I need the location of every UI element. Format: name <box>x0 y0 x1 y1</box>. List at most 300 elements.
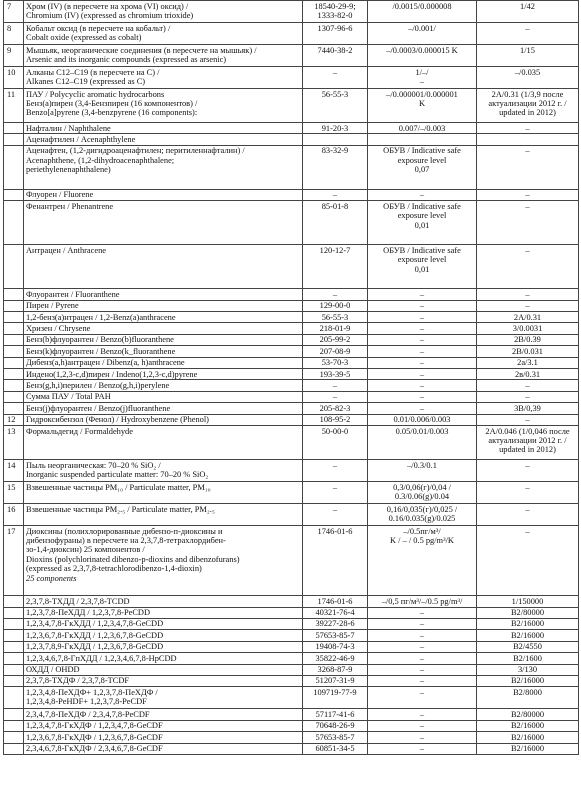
concentration-limits-cell <box>368 23 477 45</box>
concentration-limits-line: – <box>419 642 425 652</box>
hazard-class-cell <box>477 334 579 345</box>
hazard-class-line: B2/1600 <box>513 653 542 663</box>
hazard-class-cell <box>477 687 579 709</box>
cas-number-cell <box>303 403 368 414</box>
concentration-limits-cell <box>368 89 477 123</box>
cas-number-line: 39227-28-6 <box>315 619 355 629</box>
substance-name-line: Аценафтилен / Acenaphthylene <box>26 134 136 144</box>
substance-name-cell <box>24 391 303 402</box>
hazard-class-line: 1/150000 <box>511 596 544 606</box>
concentration-limits-line: – <box>419 665 425 675</box>
cas-number-cell <box>303 89 368 123</box>
concentration-limits-line: – <box>419 323 425 333</box>
concentration-limits-line: – <box>419 653 425 663</box>
cas-number-cell <box>303 369 368 380</box>
row-number-cell <box>4 709 24 720</box>
cas-number-line: 218-01-9 <box>319 323 351 333</box>
hazard-class-line: B2/16000 <box>510 744 545 754</box>
substance-name-cell <box>24 312 303 323</box>
pollutant-table <box>3 0 579 755</box>
substance-name-line: Пирен / Pyrene <box>26 301 79 311</box>
row-number-cell <box>4 403 24 414</box>
substance-name-line: Флуорантен / Fluoranthene <box>26 289 120 299</box>
substance-name-cell <box>24 596 303 607</box>
hazard-class-cell <box>477 743 579 754</box>
concentration-limits-line: – <box>419 76 425 86</box>
cas-number-cell <box>303 380 368 391</box>
substance-name-line: Флуорен / Fluorene <box>26 190 94 200</box>
hazard-class-line: 1/42 <box>520 1 535 11</box>
hazard-class-line: B2/4550 <box>513 642 542 652</box>
table-row <box>4 67 579 89</box>
substance-name-line: Дибенз(a,h)антрацен / Dibenz(a, h)anthracene <box>26 358 185 368</box>
substance-name-line: Фенантрен / Phenantrene <box>26 201 114 211</box>
cas-number-cell <box>303 607 368 618</box>
hazard-class-line: – <box>525 190 530 200</box>
cas-number-line: 120-12-7 <box>319 245 351 255</box>
hazard-class-cell <box>477 357 579 368</box>
row-number-cell <box>4 630 24 641</box>
hazard-class-line: 2A/0.046 (1/0,046 после <box>485 426 570 436</box>
table-row <box>4 312 579 323</box>
substance-name-cell <box>24 145 303 189</box>
cas-number-cell <box>303 357 368 368</box>
concentration-limits-cell <box>368 312 477 323</box>
table-row <box>4 123 579 134</box>
substance-name-cell <box>24 123 303 134</box>
substance-name-line: (expressed as 2,3,7,8-tetrachlorodibenzo-1,4-dioxin) <box>26 564 202 574</box>
concentration-limits-line: – <box>419 744 425 754</box>
substance-name-cell <box>24 346 303 357</box>
concentration-limits-line: 0,16/0,035(г)/0,025 / <box>386 504 458 514</box>
hazard-class-line: B2/16000 <box>510 732 545 742</box>
hazard-class-line: – <box>525 526 530 536</box>
hazard-class-line: B2/80000 <box>510 608 545 617</box>
table-row <box>4 369 579 380</box>
hazard-class-line: – <box>525 460 530 470</box>
concentration-limits-cell <box>368 504 477 526</box>
row-number-cell: 9 <box>4 45 24 67</box>
cas-number-cell <box>303 346 368 357</box>
cas-number-line: 1333-82-0 <box>317 10 353 20</box>
hazard-class-line: – <box>525 289 530 299</box>
hazard-class-line: 2a/3.1 <box>517 358 538 368</box>
hazard-class-cell <box>477 460 579 482</box>
concentration-limits-line: – <box>419 721 425 731</box>
concentration-limits-cell <box>368 134 477 145</box>
substance-name-line: 2,3,4,7,8-ПеХДФ / 2,3,4,7,8-PeCDF <box>26 709 150 719</box>
cas-number-cell <box>303 743 368 754</box>
concentration-limits-line: exposure level <box>397 155 447 165</box>
row-number-cell: 16 <box>4 504 24 526</box>
table-row <box>4 300 579 311</box>
concentration-limits-cell <box>368 45 477 67</box>
concentration-limits-cell <box>368 323 477 334</box>
row-number-cell <box>4 312 24 323</box>
substance-name-line: Arsenic and its inorganic compounds (expressed as arsenic) <box>26 54 227 64</box>
table-row <box>4 323 579 334</box>
row-number-cell <box>4 323 24 334</box>
concentration-limits-line: ОБУВ / Indicative safe <box>383 245 461 255</box>
substance-name-cell <box>24 369 303 380</box>
substance-name-line: Dioxins (polychlorinated dibenzo-p-dioxins and dibenzofurans) <box>26 554 240 564</box>
cas-number-cell <box>303 460 368 482</box>
concentration-limits-line: 0,01 <box>414 264 430 274</box>
substance-name-line: ПАУ / Polycyclic aromatic hydrocarbons <box>26 89 165 99</box>
substance-name-line: 1,2,3,4,6,7,8-ГпХДД / 1,2,3,4,6,7,8-HpCDD <box>26 653 177 663</box>
concentration-limits-line: –/0.000001/0.000001 <box>386 89 458 99</box>
row-number-cell <box>4 687 24 709</box>
concentration-limits-line: – <box>419 676 425 686</box>
hazard-class-cell <box>477 89 579 123</box>
table-row <box>4 189 579 200</box>
cas-number-line: – <box>332 504 338 514</box>
hazard-class-line: – <box>525 482 530 492</box>
hazard-class-line: – <box>525 201 530 211</box>
row-number-cell: 10 <box>4 67 24 89</box>
substance-name-cell <box>24 334 303 345</box>
row-number-cell <box>4 346 24 357</box>
concentration-limits-line: exposure level <box>397 211 447 221</box>
substance-name-line: Взвешенные частицы PM₂.₅ / Particulate matter, PM₂.₅ <box>26 504 215 514</box>
cas-number-line: 193-39-5 <box>319 369 351 379</box>
table-row <box>4 403 579 414</box>
table-row <box>4 145 579 189</box>
hazard-class-line: 2A/0.31 (1/3,9 после <box>491 89 564 99</box>
cas-number-cell <box>303 201 368 245</box>
hazard-class-cell <box>477 323 579 334</box>
table-row <box>4 426 579 460</box>
substance-name-line: Гидроксибензол (Фенол) / Hydroxybenzene (Phenol) <box>26 415 209 425</box>
table-row <box>4 526 579 596</box>
hazard-class-line: updated in 2012) <box>499 445 556 455</box>
concentration-limits-line: – <box>419 380 425 390</box>
cas-number-cell <box>303 618 368 629</box>
substance-name-cell <box>24 323 303 334</box>
table-row <box>4 618 579 629</box>
row-number-cell: 17 <box>4 526 24 596</box>
concentration-limits-cell <box>368 460 477 482</box>
concentration-limits-cell <box>368 414 477 425</box>
substance-name-cell <box>24 357 303 368</box>
concentration-limits-line: 0.16/0.035(g)/0.025 <box>388 514 456 523</box>
substance-name-line: Бенз(j)флуорантен / Benzo(j)fluoranthene <box>26 403 171 413</box>
table-row <box>4 460 579 482</box>
substance-name-cell <box>24 641 303 652</box>
table-row <box>4 414 579 425</box>
cas-number-line: 56-55-3 <box>321 89 349 99</box>
cas-number-cell <box>303 123 368 134</box>
cas-number-line: 19408-74-3 <box>315 642 355 652</box>
hazard-class-cell <box>477 414 579 425</box>
row-number-cell <box>4 334 24 345</box>
substance-name-line: Хром (IV) (в пересчете на хрома (VI) оксид) / <box>26 1 189 11</box>
substance-name-cell <box>24 720 303 731</box>
hazard-class-line: B2/16000 <box>510 630 545 640</box>
substance-name-cell <box>24 189 303 200</box>
concentration-limits-cell <box>368 391 477 402</box>
concentration-limits-cell <box>368 403 477 414</box>
substance-name-cell <box>24 732 303 743</box>
hazard-class-line: 2в/0.31 <box>514 369 541 379</box>
substance-name-cell <box>24 1 303 23</box>
cas-number-line: 91-20-3 <box>321 123 349 133</box>
concentration-limits-cell <box>368 357 477 368</box>
row-number-cell <box>4 391 24 402</box>
substance-name-line: periethylenenaphthalene) <box>26 165 111 175</box>
hazard-class-cell <box>477 504 579 526</box>
row-number-cell <box>4 664 24 675</box>
concentration-limits-cell <box>368 189 477 200</box>
table-row <box>4 89 579 123</box>
concentration-limits-line: – <box>419 732 425 742</box>
hazard-class-cell <box>477 189 579 200</box>
cas-number-cell <box>303 289 368 300</box>
hazard-class-line: B2/80000 <box>510 709 545 719</box>
cas-number-line: 57653-85-7 <box>315 630 355 640</box>
row-number-cell: 15 <box>4 482 24 504</box>
concentration-limits-line: – <box>419 403 425 413</box>
substance-name-line: 2,3,4,6,7,8-ГкХДФ / 2,3,4,6,7,8-GeCDF <box>26 744 163 754</box>
substance-name-cell <box>24 526 303 596</box>
table-row <box>4 380 579 391</box>
hazard-class-line: –/0.035 <box>514 67 541 77</box>
substance-name-line: Alkanes C12–C19 (expressed as C) <box>26 76 146 86</box>
cas-number-line: – <box>332 67 338 77</box>
substance-name-line: 2,3,7,8-ТХДД / 2,3,7,8-TCDD <box>26 596 130 606</box>
cas-number-line: 35822-46-9 <box>315 653 355 663</box>
cas-number-line: – <box>332 380 338 390</box>
substance-name-cell <box>24 23 303 45</box>
substance-name-line: Взвешенные частицы PM₁₀ / Particulate matter, PM₁₀ <box>26 482 211 492</box>
substance-name-line: 1,2,3,4,7,8-ГкХДФ / 1,2,3,4,7,8-GeCDF <box>26 721 163 731</box>
hazard-class-cell <box>477 675 579 686</box>
substance-name-line: Бенз(k)флуорантен / Benzo(k_fluoranthene <box>26 346 176 356</box>
row-number-cell <box>4 641 24 652</box>
cas-number-cell <box>303 641 368 652</box>
table-row <box>4 357 579 368</box>
hazard-class-cell <box>477 482 579 504</box>
concentration-limits-line: /0.0015/0.000008 <box>392 1 452 11</box>
concentration-limits-cell <box>368 675 477 686</box>
concentration-limits-line: – <box>419 608 425 617</box>
table-row <box>4 653 579 664</box>
concentration-limits-line: 0.007/–/0.003 <box>398 123 446 133</box>
concentration-limits-cell <box>368 300 477 311</box>
hazard-class-line: – <box>525 23 530 33</box>
row-number-cell: 8 <box>4 23 24 45</box>
substance-name-line: Хризен / Chrysene <box>26 323 91 333</box>
concentration-limits-line: – <box>419 687 425 697</box>
substance-name-cell <box>24 709 303 720</box>
cas-number-line: 57653-85-7 <box>315 732 355 742</box>
substance-name-line: Бенз(а)пирен (3,4-Бензпирен (16 компонентов) / <box>26 98 198 108</box>
concentration-limits-cell <box>368 380 477 391</box>
cas-number-line: 1746-01-6 <box>317 526 353 536</box>
concentration-limits-cell <box>368 607 477 618</box>
substance-name-cell <box>24 504 303 526</box>
substance-name-cell <box>24 687 303 709</box>
cas-number-cell <box>303 145 368 189</box>
substance-name-cell <box>24 460 303 482</box>
concentration-limits-line: –/0,5 пг/м³/–/0.5 pg/m³/ <box>381 596 463 606</box>
row-number-cell: 11 <box>4 89 24 123</box>
cas-number-line: 40321-76-4 <box>315 608 355 617</box>
hazard-class-line: 3/130 <box>517 665 538 675</box>
row-number-cell <box>4 245 24 289</box>
concentration-limits-cell <box>368 653 477 664</box>
concentration-limits-line: – <box>419 190 425 200</box>
concentration-limits-cell <box>368 245 477 289</box>
hazard-class-cell <box>477 641 579 652</box>
substance-name-line: Inorganic suspended particulate matter: 70–20 % SiO₂ <box>26 470 209 479</box>
substance-name-cell <box>24 664 303 675</box>
substance-name-cell <box>24 403 303 414</box>
hazard-class-line: 2B/0.39 <box>514 335 541 345</box>
cas-number-line: – <box>332 460 338 470</box>
cas-number-cell <box>303 23 368 45</box>
concentration-limits-cell <box>368 201 477 245</box>
table-row <box>4 709 579 720</box>
hazard-class-line: – <box>525 146 530 156</box>
table-row <box>4 482 579 504</box>
concentration-limits-line: 0,3/0,06(г)/0,04 / <box>393 482 451 492</box>
cas-number-line: 70648-26-9 <box>315 721 355 731</box>
concentration-limits-line: 0.3/0.06(g)/0.04 <box>394 492 450 501</box>
substance-name-cell <box>24 630 303 641</box>
cas-number-cell <box>303 312 368 323</box>
concentration-limits-line: 0,01 <box>414 220 430 230</box>
substance-name-line: Бенз(g,h,i)перилен / Benzo(g,h,i)perylene <box>26 380 170 390</box>
cas-number-cell <box>303 391 368 402</box>
cas-number-line: – <box>332 289 338 299</box>
concentration-limits-line: – <box>419 346 425 356</box>
table-row <box>4 45 579 67</box>
row-number-cell <box>4 300 24 311</box>
row-number-cell <box>4 123 24 134</box>
concentration-limits-line: – <box>419 392 425 402</box>
concentration-limits-cell <box>368 709 477 720</box>
pollutant-table-body <box>4 1 579 755</box>
hazard-class-line: 1/15 <box>520 45 535 55</box>
hazard-class-cell <box>477 1 579 23</box>
table-row <box>4 641 579 652</box>
substance-name-line: 1,2,3,4,8-PeHDF+ 1,2,3,7,8-PeCDF <box>26 697 147 707</box>
concentration-limits-cell <box>368 67 477 89</box>
cas-number-line: 3268-87-9 <box>317 665 353 675</box>
cas-number-line: 60851-34-5 <box>315 744 355 754</box>
table-row <box>4 134 579 145</box>
concentration-limits-line: K <box>418 98 426 108</box>
row-number-cell <box>4 743 24 754</box>
hazard-class-cell <box>477 369 579 380</box>
hazard-class-cell <box>477 312 579 323</box>
substance-name-line: 25 components <box>26 573 77 583</box>
cas-number-line: 109719-77-9 <box>313 687 357 697</box>
cas-number-cell <box>303 709 368 720</box>
hazard-class-cell <box>477 391 579 402</box>
cas-number-line: – <box>332 482 338 492</box>
hazard-class-cell <box>477 618 579 629</box>
concentration-limits-line: – <box>419 630 425 640</box>
row-number-cell <box>4 653 24 664</box>
concentration-limits-line: – <box>419 289 425 299</box>
table-row <box>4 607 579 618</box>
cas-number-cell <box>303 414 368 425</box>
cas-number-cell <box>303 334 368 345</box>
table-row <box>4 675 579 686</box>
cas-number-line: 129-00-0 <box>319 301 351 311</box>
table-row <box>4 664 579 675</box>
concentration-limits-cell <box>368 369 477 380</box>
hazard-class-cell <box>477 346 579 357</box>
concentration-limits-cell <box>368 618 477 629</box>
substance-name-cell <box>24 414 303 425</box>
cas-number-cell <box>303 653 368 664</box>
hazard-class-line: 3/0.0031 <box>512 323 543 333</box>
cas-number-cell <box>303 300 368 311</box>
substance-name-cell <box>24 67 303 89</box>
table-row <box>4 504 579 526</box>
table-row <box>4 596 579 607</box>
hazard-class-cell <box>477 607 579 618</box>
substance-name-line: Нафталин / Naphthalene <box>26 123 111 133</box>
substance-name-line: 1,2,3,6,7,8-ГкХДФ / 1,2,3,6,7,8-GeCDF <box>26 732 163 742</box>
substance-name-line: 1,2,3,4,7,8-ГкХДД / 1,2,3,4,7,8-GeCDD <box>26 619 164 629</box>
hazard-class-cell <box>477 300 579 311</box>
substance-name-cell <box>24 675 303 686</box>
hazard-class-line: – <box>525 392 530 402</box>
cas-number-line: 205-99-2 <box>319 335 351 345</box>
substance-name-line: Формальдегид / Formaldehyde <box>26 426 133 436</box>
table-row <box>4 391 579 402</box>
cas-number-line: 85-01-8 <box>321 201 349 211</box>
row-number-cell <box>4 289 24 300</box>
cas-number-cell <box>303 134 368 145</box>
row-number-cell: 12 <box>4 414 24 425</box>
substance-name-line: Benzo[a]pyrene (3,4-benzpyrene (16 components): <box>26 108 198 118</box>
substance-name-line: Бенз(b)флуорантен / Benzo(b)fluoranthene <box>26 335 174 345</box>
substance-name-cell <box>24 653 303 664</box>
concentration-limits-line: –/0.001/ <box>408 23 436 33</box>
substance-name-line: Мышьяк, неорганические соединения (в пересчете на мышьяк) / <box>26 45 257 55</box>
row-number-cell <box>4 189 24 200</box>
concentration-limits-line: 0.05/0.01/0.003 <box>395 426 449 436</box>
cas-number-line: 205-82-3 <box>319 403 351 413</box>
hazard-class-cell <box>477 134 579 145</box>
concentration-limits-cell <box>368 334 477 345</box>
substance-name-line: Аценафтен, (1,2-дигидроаценафтилен; перитиленнафталин) / <box>26 146 245 156</box>
hazard-class-line: B2/16000 <box>510 619 545 629</box>
concentration-limits-cell <box>368 664 477 675</box>
concentration-limits-cell <box>368 289 477 300</box>
row-number-cell <box>4 618 24 629</box>
table-row <box>4 201 579 245</box>
hazard-class-cell <box>477 426 579 460</box>
cas-number-cell <box>303 504 368 526</box>
cas-number-line: 7440-38-2 <box>317 45 353 55</box>
cas-number-cell <box>303 245 368 289</box>
table-row <box>4 687 579 709</box>
cas-number-cell <box>303 323 368 334</box>
concentration-limits-line: exposure level <box>397 255 447 265</box>
hazard-class-line: – <box>525 380 530 390</box>
row-number-cell <box>4 732 24 743</box>
table-row <box>4 720 579 731</box>
hazard-class-line: – <box>525 504 530 514</box>
row-number-cell <box>4 607 24 618</box>
hazard-class-line: – <box>525 415 530 425</box>
